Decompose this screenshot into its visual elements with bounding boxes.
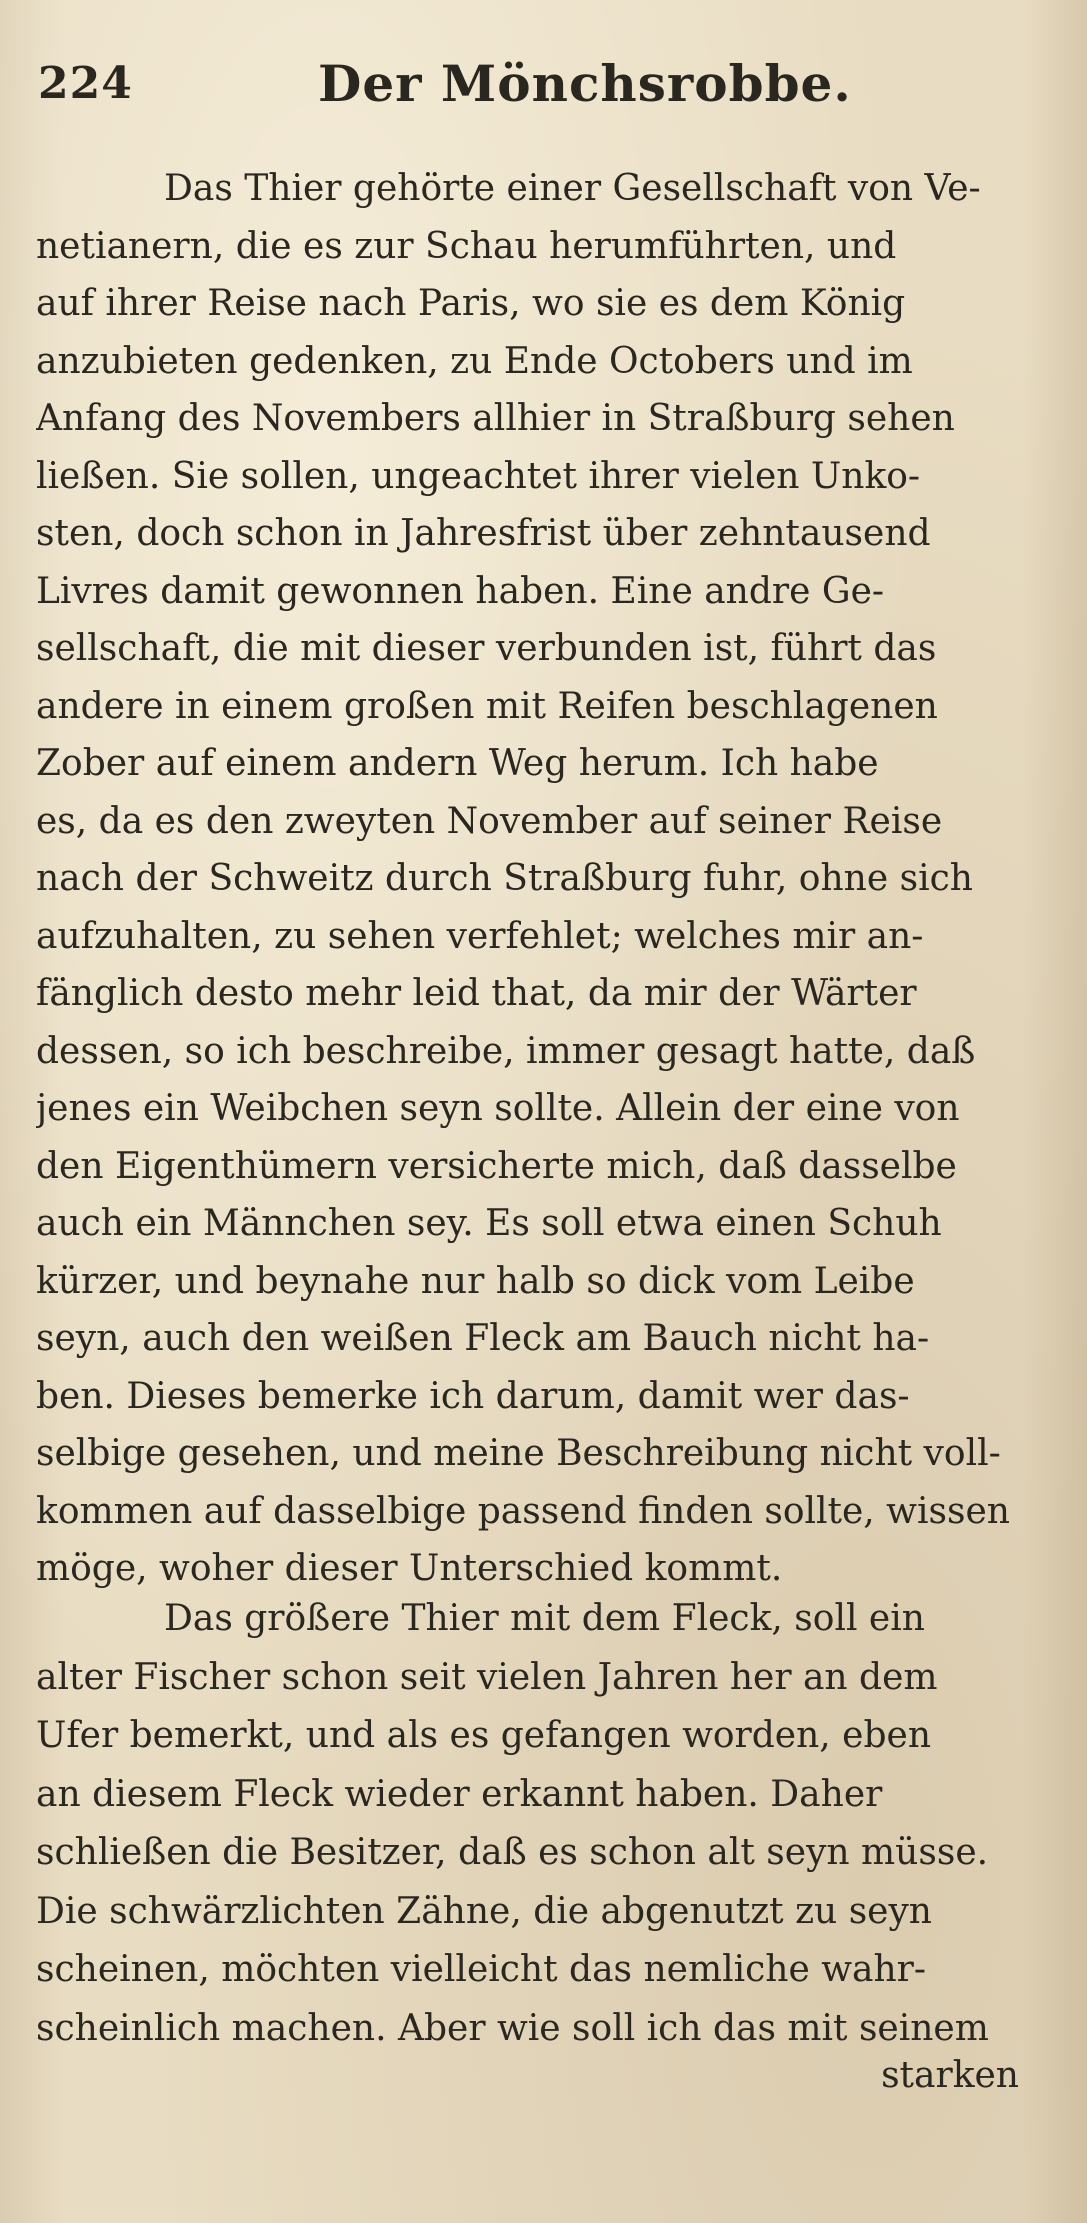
text-line: dessen, so ich beschreibe, immer gesagt hatte, daß [36, 1030, 976, 1072]
text-line: es, da es den zweyten November auf seiner Reise [36, 800, 943, 842]
text-line: scheinen, möchten vielleicht das nemliche wahr- [36, 1949, 927, 1990]
text-line: sellschaft, die mit dieser verbunden ist, führt das [36, 628, 937, 669]
text-line: möge, woher dieser Unterschied kommt. [36, 1548, 783, 1589]
text-line: nach der Schweitz durch Straßburg fuhr, ohne sich [36, 858, 973, 899]
text-line: selbige gesehen, und meine Beschreibung nicht voll- [36, 1433, 1001, 1474]
text-line: scheinlich machen. Aber wie soll ich das mit seinem [36, 2007, 989, 2049]
text-line: jenes ein Weibchen seyn sollte. Allein der eine von [36, 1088, 960, 1129]
paragraph-1 [36, 160, 1056, 1598]
text-line: ben. Dieses bemerke ich darum, damit wer das- [36, 1375, 910, 1417]
text-line: den Eigenthümern versicherte mich, daß dasselbe [36, 1145, 957, 1187]
text-line: Das Thier gehörte einer Gesellschaft von Ve- [164, 168, 981, 209]
paragraph-2 [36, 1590, 1056, 2058]
text-line: kommen auf dasselbige passend finden sollte, wissen [36, 1490, 1010, 1532]
text-line: andere in einem großen mit Reifen beschlagenen [36, 685, 938, 727]
text-line: an diesem Fleck wieder erkannt haben. Daher [36, 1773, 883, 1815]
text-line: Anfang des Novembers allhier in Straßburg sehen [36, 398, 955, 439]
text-line: anzubieten gedenken, zu Ende Octobers und im [36, 340, 913, 382]
text-line: auch ein Männchen sey. Es soll etwa einen Schuh [36, 1203, 942, 1244]
text-line: Das größere Thier mit dem Fleck, soll ein [164, 1598, 925, 1639]
text-line: sten, doch schon in Jahresfrist über zehntausend [36, 513, 931, 554]
text-line: auf ihrer Reise nach Paris, wo sie es dem König [36, 283, 906, 324]
text-line: kürzer, und beynahe nur halb so dick vom Leibe [36, 1260, 915, 1302]
text-line: netianern, die es zur Schau herumführten, und [36, 225, 897, 267]
page-number: 224 [38, 58, 133, 109]
text-line: seyn, auch den weißen Fleck am Bauch nicht ha- [36, 1318, 930, 1359]
text-line: alter Fischer schon seit vielen Jahren her an dem [36, 1656, 938, 1698]
text-line: ließen. Sie sollen, ungeachtet ihrer vielen Unko- [36, 455, 921, 497]
page-header [38, 40, 1038, 120]
text-line: Die schwärzlichten Zähne, die abgenutzt zu seyn [36, 1890, 932, 1932]
catchword: starken [881, 2055, 1019, 2096]
text-line: aufzuhalten, zu sehen verfehlet; welches mir an- [36, 915, 924, 957]
text-line: Livres damit gewonnen haben. Eine andre Ge- [36, 570, 885, 612]
text-line: Zober auf einem andern Weg herum. Ich habe [36, 743, 879, 784]
text-line: fänglich desto mehr leid that, da mir der Wärter [36, 973, 917, 1014]
text-line: Ufer bemerkt, und als es gefangen worden, eben [36, 1715, 932, 1756]
text-line: schließen die Besitzer, daß es schon alt seyn müsse. [36, 1832, 989, 1873]
running-title: Der Mönchsrobbe. [318, 54, 852, 113]
